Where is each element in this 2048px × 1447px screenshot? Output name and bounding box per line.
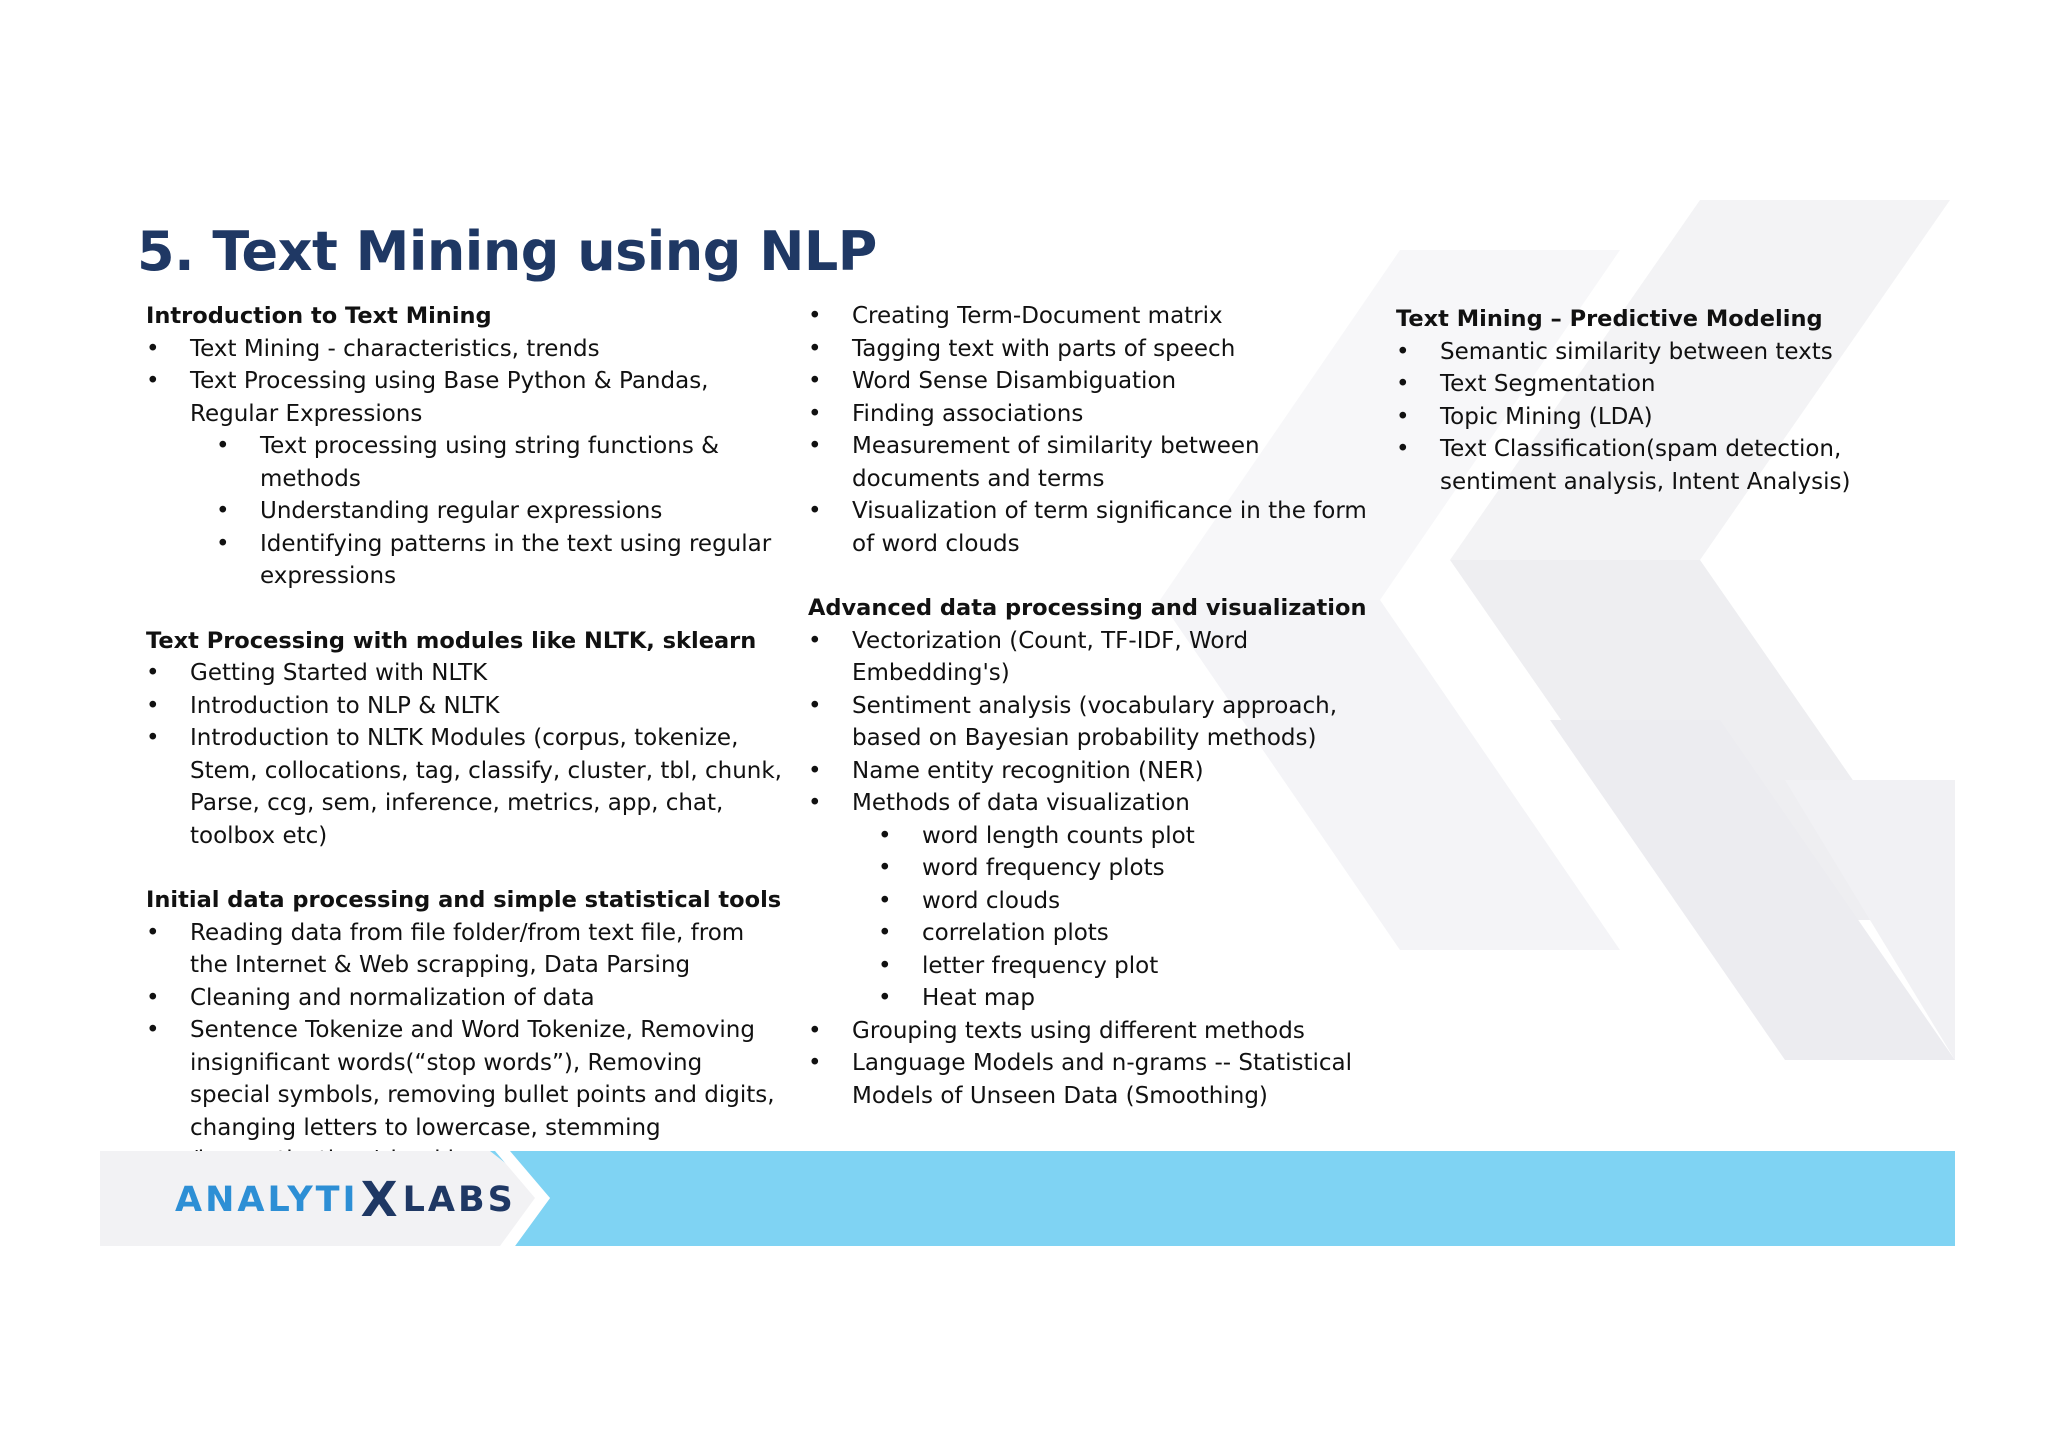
list-item: • Vectorization (Count, TF-IDF, Word Embedding's) <box>808 625 1368 690</box>
section-predictive-modeling <box>1396 303 1956 498</box>
sub-list-item: • Heat map <box>808 982 1368 1015</box>
sub-list-item: • Understanding regular expressions <box>146 495 786 528</box>
logo-text-left: ANALYTI <box>175 1180 359 1220</box>
list-item: • Semantic similarity between texts <box>1396 336 1956 369</box>
list-item: • Text Processing using Base Python & Pandas, Regular Expressions <box>146 365 786 430</box>
section-heading: Advanced data processing and visualization <box>808 595 1367 621</box>
list-item: • Name entity recognition (NER) <box>808 755 1368 788</box>
column-1 <box>146 300 786 1209</box>
list-item: • Cleaning and normalization of data <box>146 982 786 1015</box>
column-3 <box>1396 303 1956 530</box>
list-item: • Sentiment analysis (vocabulary approach, based on Bayesian probability methods) <box>808 690 1368 755</box>
list-item: • Reading data from file folder/from text file, from the Internet & Web scrapping, Data Parsing <box>146 917 786 982</box>
section-heading: Text Mining – Predictive Modeling <box>1396 306 1823 332</box>
section-heading: Initial data processing and simple statistical tools <box>146 887 782 913</box>
section-heading: Introduction to Text Mining <box>146 303 492 329</box>
list-item: • Finding associations <box>808 398 1368 431</box>
logo-text-right: LABS <box>402 1180 516 1220</box>
list-item: • Measurement of similarity between documents and terms <box>808 430 1368 495</box>
page-title: 5. Text Mining using NLP <box>137 220 877 283</box>
bullet-list <box>1396 336 1956 499</box>
list-item: • Visualization of term significance in the form of word clouds <box>808 495 1368 560</box>
sub-list-item: • word length counts plot <box>808 820 1368 853</box>
section-advanced-processing <box>808 592 1368 1112</box>
list-item: • Creating Term-Document matrix <box>808 300 1368 333</box>
list-item: • Introduction to NLP & NLTK <box>146 690 786 723</box>
list-item: • Sentence Tokenize and Word Tokenize, Removing insignificant words(“stop words”), Removing special symbols, removing bullet points and digits, changing letters to lowercase, stemming <box>146 1014 786 1177</box>
section-text-analysis <box>808 300 1368 560</box>
sub-list-item: • word frequency plots <box>808 852 1368 885</box>
list-item: • Text Classification(spam detection, sentiment analysis, Intent Analysis) <box>1396 433 1956 498</box>
sub-list-item: • correlation plots <box>808 917 1368 950</box>
section-text-processing-nltk <box>146 625 786 853</box>
list-item: • Topic Mining (LDA) <box>1396 401 1956 434</box>
sub-list-item: • word clouds <box>808 885 1368 918</box>
column-2 <box>808 300 1368 1144</box>
list-item: • Getting Started with NLTK <box>146 657 786 690</box>
section-intro-text-mining <box>146 300 786 593</box>
bullet-list <box>808 300 1368 560</box>
list-item: • Grouping texts using different methods <box>808 1015 1368 1048</box>
bullet-list <box>808 625 1368 1113</box>
list-item: • Text Mining - characteristics, trends <box>146 333 786 366</box>
logo-x-mark: X <box>360 1172 401 1228</box>
list-item: • Introduction to NLTK Modules (corpus, tokenize, Stem, collocations, tag, classify, cluster, tbl, chunk, Parse, ccg, sem, inference, metrics, app, chat, toolbox etc) <box>146 722 786 852</box>
sub-list-item: • Identifying patterns in the text using regular expressions <box>146 528 786 593</box>
sub-list-item: • letter frequency plot <box>808 950 1368 983</box>
list-item: • Language Models and n-grams -- Statistical Models of Unseen Data (Smoothing) <box>808 1047 1368 1112</box>
list-item: • Tagging text with parts of speech <box>808 333 1368 366</box>
list-item: • Word Sense Disambiguation <box>808 365 1368 398</box>
analytixlabs-logo <box>175 1172 516 1228</box>
bullet-list <box>146 333 786 593</box>
list-item: • Text Segmentation <box>1396 368 1956 401</box>
footer-band-blue <box>490 1151 1955 1246</box>
sub-list-item: • Text processing using string functions & methods <box>146 430 786 495</box>
bullet-list <box>146 657 786 852</box>
bullet-list <box>146 917 786 1177</box>
section-heading: Text Processing with modules like NLTK, sklearn <box>146 627 757 654</box>
list-item: • Methods of data visualization <box>808 787 1368 820</box>
section-initial-data-processing <box>146 884 786 1177</box>
